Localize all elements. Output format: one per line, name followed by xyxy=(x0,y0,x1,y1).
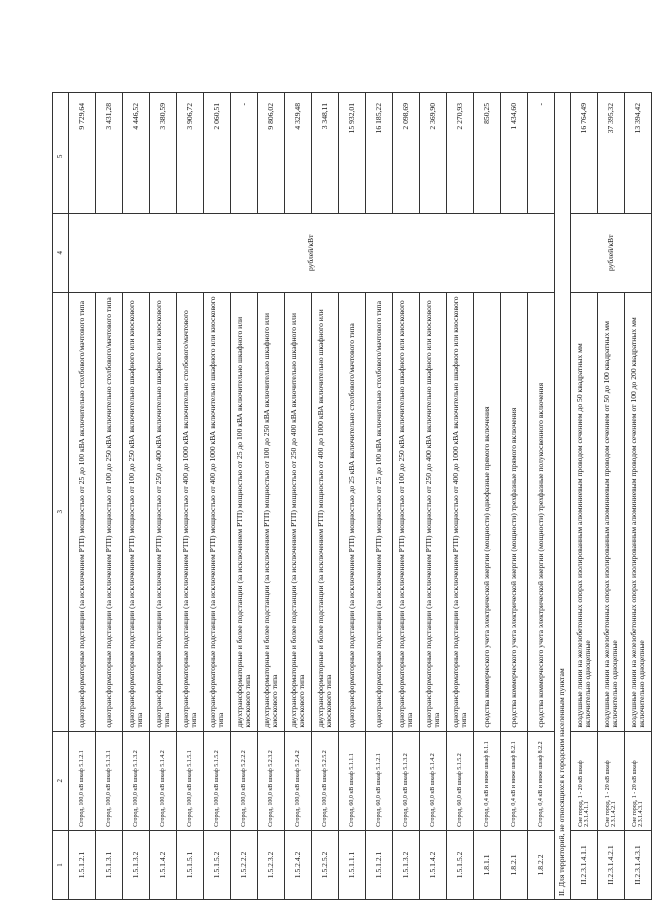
row-description: двухтрансформаторные и более подстанции (за исключением РТП) мощностью от 250 до 400 кВА включительно шкафного или киоскового типа xyxy=(285,292,312,731)
row-code: 1.5.2.5.2 xyxy=(312,830,339,899)
row-tariff-symbol: Cне город, 1 - 20 кВ шкаф 2.3.1.4.1.1 xyxy=(571,731,598,830)
row-code: 1.8.1.1 xyxy=(474,830,501,899)
section-row xyxy=(555,93,571,900)
row-code: 1.5.1.5.2 xyxy=(447,830,474,899)
row-tariff-symbol: Cгород, 100,0 кВ шкаф 5.2.3.2 xyxy=(258,731,285,830)
row-tariff-symbol: Cне город, 1 - 20 кВ шкаф 2.3.1.4.2.1 xyxy=(598,731,625,830)
header-cell-3: 3 xyxy=(53,292,69,731)
section-title: II. Для территорий, не относящихся к городским населенным пунктам xyxy=(555,93,571,900)
row-description: двухтрансформаторные и более подстанции (за исключением РТП) мощностью от 400 до 1000 кВА включительно шкафного или киоскового типа xyxy=(312,292,339,731)
row-description: средства коммерческого учета электрической энергии (мощности) однофазные прямого включения xyxy=(474,292,501,731)
row-code: 1.5.1.4.2 xyxy=(420,830,447,899)
row-tariff-symbol: Cгород, 60,0 кВ шкаф 5.1.3.2 xyxy=(393,731,420,830)
row-value: 2 098,69 xyxy=(393,93,420,214)
unit-cell: рублей/кВт xyxy=(571,213,652,292)
row-value: 2 270,93 xyxy=(447,93,474,214)
row-tariff-symbol: Cгород, 60,0 кВ шкаф 5.1.1.1 xyxy=(339,731,366,830)
row-description: средства коммерческого учета электрической энергии (мощности) трехфазные полукосвенного включения xyxy=(528,292,555,731)
row-code: 1.5.2.3.2 xyxy=(258,830,285,899)
row-tariff-symbol: Cгород, 100,0 кВ шкаф 5.1.4.2 xyxy=(150,731,177,830)
row-description: однотрансформаторные подстанции (за исключением РТП) мощностью от 100 до 250 кВА включительно шкафного или киоскового типа xyxy=(123,292,150,731)
row-code: 1.5.1.3.1 xyxy=(96,830,123,899)
row-code: 1.5.1.2.1 xyxy=(69,830,96,899)
row-description: однотрансформаторные подстанции (за исключением РТП) мощностью от 100 до 250 кВА включительно шкафного или киоскового типа xyxy=(393,292,420,731)
row-value: 9 729,64 xyxy=(69,93,96,214)
row-tariff-symbol: Cгород, 0,4 кВ и ниже шкаф 8.2.1 xyxy=(501,731,528,830)
row-code: II.2.3.1.4.2.1 xyxy=(598,830,625,899)
row-value: 2 060,51 xyxy=(204,93,231,214)
row-description: однотрансформаторные подстанции (за исключением РТП) мощностью от 250 до 400 кВА включительно шкафного или киоскового типа xyxy=(420,292,447,731)
row-description: однотрансформаторные подстанции (за исключением РТП) мощностью до 25 кВА включительно столбового/мачтового типа xyxy=(339,292,366,731)
row-description: однотрансформаторные подстанции (за исключением РТП) мощностью от 400 до 1000 кВА включительно шкафного или киоскового типа xyxy=(447,292,474,731)
row-description: однотрансформаторные подстанции (за исключением РТП) мощностью от 400 до 1000 кВА включительно шкафного или киоскового типа xyxy=(204,292,231,731)
tariff-table xyxy=(52,92,652,900)
row-tariff-symbol: Cгород, 100,0 кВ шкаф 5.2.2.2 xyxy=(231,731,258,830)
row-code: 1.5.1.5.1 xyxy=(177,830,204,899)
row-description: однотрансформаторные подстанции (за исключением РТП) мощностью от 400 до 1000 кВА включительно столбового/мачтового типа xyxy=(177,292,204,731)
row-tariff-symbol: Cне город, 1 - 20 кВ шкаф 2.3.1.4.3.1 xyxy=(625,731,652,830)
row-value: 850,25 xyxy=(474,93,501,214)
row-tariff-symbol: Cгород, 60,0 кВ шкаф 5.1.5.2 xyxy=(447,731,474,830)
row-code: 1.5.1.2.1 xyxy=(366,830,393,899)
row-code: 1.8.2.2 xyxy=(528,830,555,899)
table-row xyxy=(69,93,96,900)
row-value: 1 434,60 xyxy=(501,93,528,214)
row-tariff-symbol: Cгород, 60,0 кВ шкаф 5.1.4.2 xyxy=(420,731,447,830)
row-code: 1.5.1.3.2 xyxy=(123,830,150,899)
row-tariff-symbol: Cгород, 100,0 кВ шкаф 5.2.4.2 xyxy=(285,731,312,830)
row-tariff-symbol: Cгород, 60,0 кВ шкаф 5.1.2.1 xyxy=(366,731,393,830)
row-value: 16 764,49 xyxy=(571,93,598,214)
row-tariff-symbol: Cгород, 0,4 кВ и ниже шкаф 8.1.1 xyxy=(474,731,501,830)
row-value: 9 806,02 xyxy=(258,93,285,214)
row-value: 37 395,32 xyxy=(598,93,625,214)
row-value: 13 394,42 xyxy=(625,93,652,214)
row-tariff-symbol: Cгород, 100,0 кВ шкаф 5.2.5.2 xyxy=(312,731,339,830)
row-tariff-symbol: Cгород, 100,0 кВ шкаф 5.1.3.1 xyxy=(96,731,123,830)
row-description: однотрансформаторные подстанции (за исключением РТП) мощностью от 100 до 250 кВА включительно столбового/мачтового типа xyxy=(96,292,123,731)
row-tariff-symbol: Cгород, 0,4 кВ и ниже шкаф 8.2.2 xyxy=(528,731,555,830)
row-code: 1.5.1.4.2 xyxy=(150,830,177,899)
row-description: однотрансформаторные подстанции (за исключением РТП) мощностью от 25 до 100 кВА включительно столбового/мачтового типа xyxy=(366,292,393,731)
row-code: 1.5.2.2.2 xyxy=(231,830,258,899)
row-description: средства коммерческого учета электрической энергии (мощности) трехфазные прямого включения xyxy=(501,292,528,731)
row-value: 3 431,28 xyxy=(96,93,123,214)
row-value: 2 369,90 xyxy=(420,93,447,214)
row-value: 4 446,52 xyxy=(123,93,150,214)
table-row xyxy=(571,93,598,900)
row-code: 1.8.2.1 xyxy=(501,830,528,899)
header-cell-1: 1 xyxy=(53,830,69,899)
row-description: двухтрансформаторные и более подстанции (за исключением РТП) мощностью от 100 до 250 кВА включительно шкафного или киоскового типа xyxy=(258,292,285,731)
row-description: воздушные линии на железобетонных опорах изолированным алюминиевым проводом сечением от 100 до 200 квадратных мм включительно одноцепные xyxy=(625,292,652,731)
header-cell-2: 2 xyxy=(53,731,69,830)
row-description: двухтрансформаторные и более подстанции (за исключением РТП) мощностью от 25 до 100 кВА включительно шкафного или киоскового типа xyxy=(231,292,258,731)
row-code: 1.5.1.1.1 xyxy=(339,830,366,899)
row-value: 4 329,48 xyxy=(285,93,312,214)
header-cell-5: 5 xyxy=(53,93,69,214)
row-code: 1.5.1.5.2 xyxy=(204,830,231,899)
row-code: 1.5.2.4.2 xyxy=(285,830,312,899)
row-description: воздушные линии на железобетонных опорах изолированным алюминиевым проводом сечением от 50 до 100 квадратных мм включительно одноцепные xyxy=(598,292,625,731)
row-tariff-symbol: Cгород, 100,0 кВ шкаф 5.1.3.2 xyxy=(123,731,150,830)
row-code: II.2.3.1.4.1.1 xyxy=(571,830,598,899)
row-tariff-symbol: Cгород, 100,0 кВ шкаф 5.1.5.1 xyxy=(177,731,204,830)
row-value: 3 906,72 xyxy=(177,93,204,214)
row-value: 3 380,59 xyxy=(150,93,177,214)
row-value: - xyxy=(528,93,555,214)
row-tariff-symbol: Cгород, 100,0 кВ шкаф 5.1.5.2 xyxy=(204,731,231,830)
row-description: воздушные линии на железобетонных опорах изолированным алюминиевым проводом сечением до 50 квадратных мм включительно одноцепные xyxy=(571,292,598,731)
unit-cell: рублей/кВт xyxy=(69,213,555,292)
row-value: 3 348,11 xyxy=(312,93,339,214)
row-code: 1.5.1.3.2 xyxy=(393,830,420,899)
row-value: - xyxy=(231,93,258,214)
row-description: однотрансформаторные подстанции (за исключением РТП) мощностью от 250 до 400 кВА включительно шкафного или киоскового типа xyxy=(150,292,177,731)
row-tariff-symbol: Cгород, 100,0 кВ шкаф 5.1.2.1 xyxy=(69,731,96,830)
row-value: 15 932,01 xyxy=(339,93,366,214)
header-row xyxy=(53,93,69,900)
row-description: однотрансформаторные подстанции (за исключением РТП) мощностью от 25 до 100 кВА включительно столбового/мачтового типа xyxy=(69,292,96,731)
row-value: 16 185,22 xyxy=(366,93,393,214)
row-code: II.2.3.1.4.3.1 xyxy=(625,830,652,899)
header-cell-4: 4 xyxy=(53,213,69,292)
